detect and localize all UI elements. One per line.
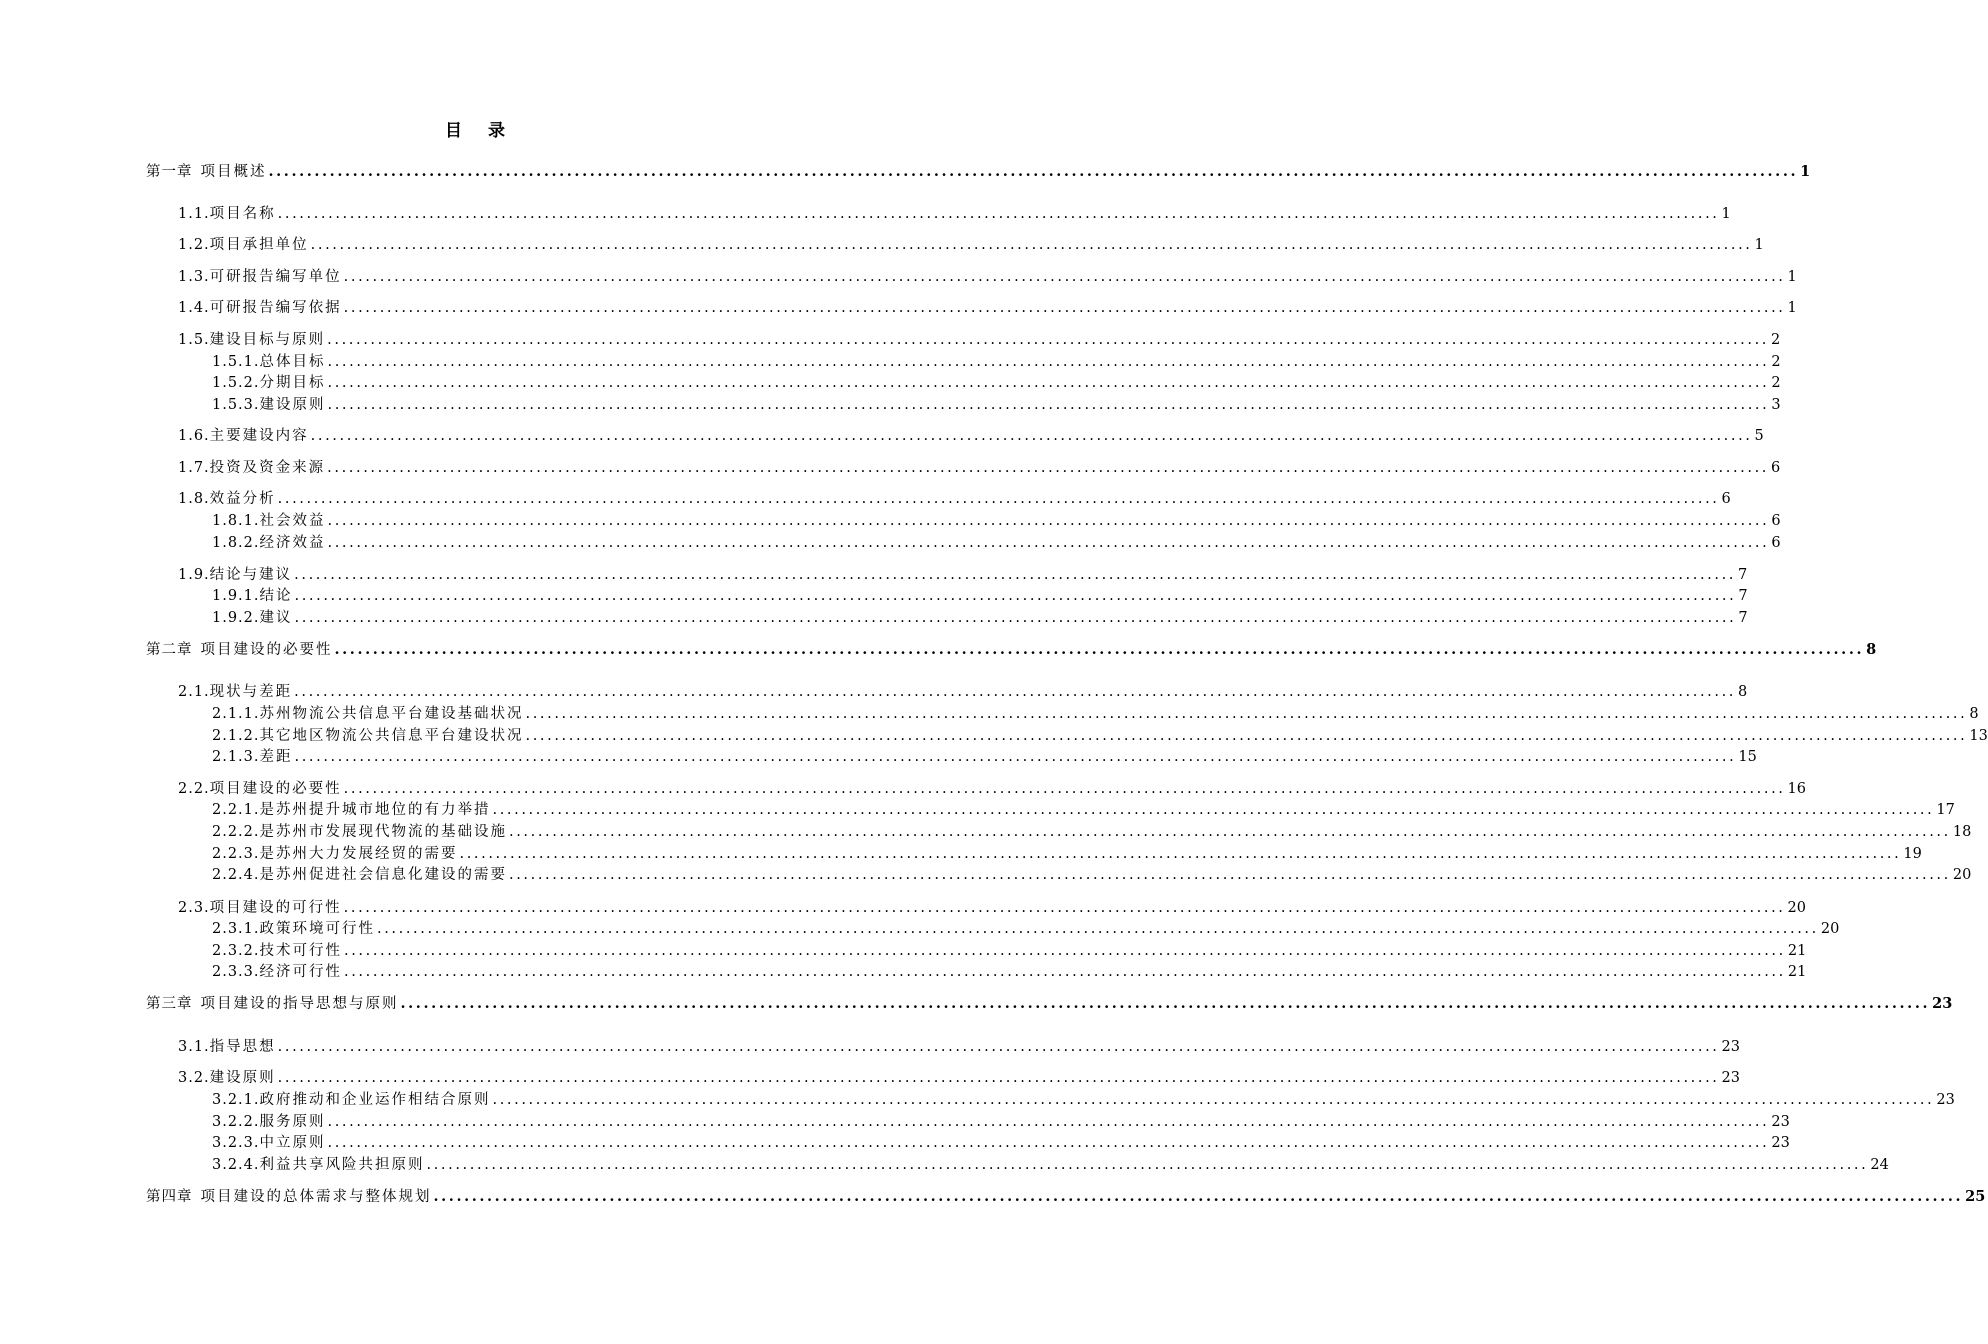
toc-dot-leader: ........................................................................................................................................................................................................ [509, 824, 1951, 840]
toc-entry-label: 项目名称 [209, 206, 276, 222]
toc-dot-leader: ........................................................................................................................................................................................................ [327, 1135, 1770, 1151]
toc-dot-leader: ........................................................................................................................................................................................................ [344, 964, 1786, 980]
toc-entry-page: 23 [1721, 1070, 1740, 1086]
toc-entry[interactable] [212, 1131, 1790, 1153]
toc-entry[interactable] [178, 233, 1764, 255]
toc-entry-number: 1.2. [178, 237, 210, 253]
toc-dot-leader: ........................................................................................................................................................................................................ [492, 1092, 1935, 1108]
toc-entry-number: 3.2.1. [212, 1092, 260, 1108]
toc-entry-number: 1.5. [178, 332, 210, 348]
toc-entry-page: 15 [1738, 749, 1757, 765]
toc-dot-leader: ........................................................................................................................................................................................................ [277, 491, 1720, 507]
toc-dot-leader: ........................................................................................................................................................................................................ [343, 300, 1786, 316]
toc-dot-leader: ........................................................................................................................................................................................................ [492, 802, 1935, 818]
toc-entry[interactable] [212, 531, 1781, 553]
toc-dot-leader: ........................................................................................................................................................................................................ [277, 1070, 1720, 1086]
toc-entry[interactable] [212, 745, 1757, 767]
toc-dot-leader: ........................................................................................................................................................................................................ [327, 332, 1769, 348]
toc-entry-number: 3.2. [178, 1070, 210, 1086]
toc-dot-leader: ........................................................................................................................................................................................................ [334, 641, 1865, 658]
toc-entry-label: 项目建设的总体需求与整体规划 [200, 1189, 432, 1205]
toc-entry-page: 24 [1870, 1157, 1889, 1173]
toc-entry-number: 2.1.1. [212, 706, 260, 722]
toc-entry-label: 中立原则 [259, 1135, 326, 1151]
toc-chapter-entry[interactable] [146, 992, 1953, 1014]
toc-entry-page: 23 [1721, 1039, 1740, 1055]
toc-dot-leader: ........................................................................................................................................................................................................ [294, 567, 1736, 583]
toc-dot-leader: ........................................................................................................................................................................................................ [327, 460, 1769, 476]
toc-entry-label: 投资及资金来源 [209, 460, 326, 476]
toc-entry-number: 1.9.2. [212, 610, 260, 626]
toc-entry-label: 总体目标 [259, 354, 326, 370]
toc-dot-leader: ........................................................................................................................................................................................................ [509, 867, 1951, 883]
toc-entry-label: 项目概述 [200, 164, 267, 180]
toc-entry-label: 项目建设的必要性 [200, 642, 333, 658]
toc-entry-label: 可研报告编写依据 [209, 300, 342, 316]
toc-entry-number: 1.3. [178, 269, 210, 285]
toc-entry-label: 是苏州市发展现代物流的基础设施 [259, 824, 508, 840]
toc-entry-label: 社会效益 [259, 513, 326, 529]
toc-entry-number: 第三章 [146, 996, 193, 1012]
toc-dot-leader: ........................................................................................................................................................................................................ [294, 749, 1737, 765]
toc-entry-number: 1.9.1. [212, 588, 260, 604]
toc-entry-label: 政策环境可行性 [259, 921, 376, 937]
toc-entry-page: 23 [1932, 995, 1953, 1012]
toc-entry-page: 6 [1771, 460, 1781, 476]
toc-chapter-entry[interactable] [146, 638, 1877, 660]
toc-entry[interactable] [178, 328, 1781, 350]
toc-entry-page: 23 [1936, 1092, 1955, 1108]
toc-entry-page: 8 [1866, 641, 1877, 658]
toc-entry-number: 2.1. [178, 684, 210, 700]
toc-entry-page: 16 [1787, 781, 1806, 797]
toc-entry-page: 25 [1965, 1188, 1986, 1205]
toc-entry-number: 1.5.3. [212, 397, 260, 413]
toc-dot-leader: ........................................................................................................................................................................................................ [327, 513, 1770, 529]
toc-title-part1: 目 [445, 121, 462, 141]
toc-entry-number: 1.5.1. [212, 354, 260, 370]
toc-entry[interactable] [212, 939, 1807, 961]
toc-entry[interactable] [178, 563, 1748, 585]
toc-entry-page: 18 [1952, 824, 1972, 840]
toc-dot-leader: ........................................................................................................................................................................................................ [343, 900, 1786, 916]
toc-entry-page: 7 [1738, 588, 1748, 604]
toc-dot-leader: ........................................................................................................................................................................................................ [459, 846, 1902, 862]
toc-entry-page: 8 [1969, 706, 1979, 722]
toc-entry[interactable] [212, 1110, 1790, 1132]
toc-entry-label: 经济可行性 [259, 964, 343, 980]
toc-entry-number: 2.1.2. [212, 728, 260, 744]
toc-entry-label: 是苏州提升城市地位的有力举措 [259, 802, 491, 818]
toc-entry-number: 1.8.2. [212, 535, 260, 551]
toc-entry-label: 苏州物流公共信息平台建设基础状况 [259, 706, 524, 722]
toc-dot-leader: ........................................................................................................................................................................................................ [277, 206, 1720, 222]
toc-entry-number: 1.9. [178, 567, 210, 583]
toc-entry[interactable] [212, 393, 1781, 415]
toc-dot-leader: ........................................................................................................................................................................................................ [343, 781, 1786, 797]
toc-entry-label: 是苏州促进社会信息化建设的需要 [259, 867, 508, 883]
toc-entry-label: 项目建设的可行性 [209, 900, 342, 916]
toc-entry-number: 2.3. [178, 900, 210, 916]
toc-entry[interactable] [178, 777, 1806, 799]
toc-entry[interactable] [212, 917, 1840, 939]
toc-entry-number: 第二章 [146, 642, 193, 658]
toc-entry-label: 现状与差距 [209, 684, 293, 700]
toc-entry-label: 项目承担单位 [209, 237, 309, 253]
toc-entry-number: 2.3.2. [212, 943, 260, 959]
toc-entry-label: 结论与建议 [209, 567, 293, 583]
toc-entry-number: 1.5.2. [212, 375, 260, 391]
toc-entry-label: 技术可行性 [259, 943, 343, 959]
toc-dot-leader: ........................................................................................................................................................................................................ [377, 921, 1819, 937]
toc-entry-page: 21 [1787, 964, 1807, 980]
toc-entry[interactable] [212, 702, 1979, 724]
toc-chapter-entry[interactable] [146, 1185, 1986, 1207]
toc-entry-label: 项目建设的必要性 [209, 781, 342, 797]
toc-entry-label: 其它地区物流公共信息平台建设状况 [259, 728, 524, 744]
toc-entry-number: 1.1. [178, 206, 210, 222]
toc-entry[interactable] [212, 842, 1922, 864]
toc-entry-page: 17 [1936, 802, 1955, 818]
toc-entry-label: 项目建设的指导思想与原则 [200, 996, 399, 1012]
toc-dot-leader: ........................................................................................................................................................................................................ [294, 588, 1737, 604]
toc-entry-page: 2 [1771, 375, 1781, 391]
toc-entry-page: 1 [1800, 163, 1811, 180]
toc-entry-label: 指导思想 [209, 1039, 276, 1055]
toc-dot-leader: ........................................................................................................................................................................................................ [426, 1157, 1869, 1173]
toc-entry-label: 主要建设内容 [209, 428, 309, 444]
toc-entry-label: 是苏州大力发展经贸的需要 [259, 846, 458, 862]
toc-entry[interactable] [212, 863, 1972, 885]
toc-entry[interactable] [178, 1035, 1740, 1057]
toc-entry-number: 2.2.4. [212, 867, 260, 883]
toc-dot-leader: ........................................................................................................................................................................................................ [327, 397, 1770, 413]
toc-entry-number: 3.1. [178, 1039, 210, 1055]
toc-entry-page: 23 [1771, 1114, 1790, 1130]
toc-entry[interactable] [212, 606, 1748, 628]
toc-entry-page: 13 [1969, 728, 1988, 744]
toc-dot-leader: ........................................................................................................................................................................................................ [525, 706, 1968, 722]
toc-dot-leader: ........................................................................................................................................................................................................ [433, 1188, 1964, 1205]
toc-dot-leader: ........................................................................................................................................................................................................ [343, 269, 1786, 285]
toc-entry-number: 2.1.3. [212, 749, 260, 765]
toc-entry-label: 经济效益 [259, 535, 326, 551]
toc-entry-number: 3.2.4. [212, 1157, 260, 1173]
toc-entry-label: 建设原则 [259, 397, 326, 413]
toc-dot-leader: ........................................................................................................................................................................................................ [310, 237, 1753, 253]
toc-entry[interactable] [212, 960, 1807, 982]
toc-dot-leader: ........................................................................................................................................................................................................ [400, 995, 1931, 1012]
toc-entry-page: 7 [1738, 567, 1748, 583]
toc-entry-page: 7 [1738, 610, 1748, 626]
toc-entry-number: 第四章 [146, 1189, 193, 1205]
toc-entry-number: 1.6. [178, 428, 210, 444]
toc-entry-page: 20 [1787, 900, 1806, 916]
toc-dot-leader: ........................................................................................................................................................................................................ [268, 163, 1799, 180]
toc-entry[interactable] [178, 296, 1797, 318]
toc-entry-label: 可研报告编写单位 [209, 269, 342, 285]
toc-entry-number: 2.2.2. [212, 824, 260, 840]
toc-entry-page: 5 [1754, 428, 1764, 444]
toc-title-part2: 录 [488, 121, 505, 141]
toc-entry[interactable] [212, 584, 1748, 606]
toc-entry-number: 3.2.2. [212, 1114, 260, 1130]
toc-dot-leader: ........................................................................................................................................................................................................ [294, 684, 1736, 700]
toc-entry[interactable] [178, 424, 1764, 446]
toc-entry[interactable] [212, 371, 1781, 393]
toc-entry-page: 2 [1771, 332, 1781, 348]
toc-entry-number: 1.8. [178, 491, 210, 507]
toc-entry-page: 20 [1820, 921, 1840, 937]
toc-entry-number: 1.8.1. [212, 513, 260, 529]
toc-entry-page: 6 [1721, 491, 1731, 507]
toc-entry-number: 2.2.1. [212, 802, 260, 818]
toc-entry-page: 3 [1771, 397, 1781, 413]
toc-entry-number: 1.7. [178, 460, 210, 476]
toc-dot-leader: ........................................................................................................................................................................................................ [327, 1114, 1770, 1130]
toc-entry[interactable] [178, 487, 1731, 509]
toc-dot-leader: ........................................................................................................................................................................................................ [327, 375, 1770, 391]
toc-entry-label: 建议 [259, 610, 293, 626]
toc-entry-number: 第一章 [146, 164, 193, 180]
toc-entry-page: 2 [1771, 354, 1781, 370]
toc-entry-label: 建设目标与原则 [209, 332, 326, 348]
toc-entry-label: 结论 [259, 588, 293, 604]
toc-entry[interactable] [212, 798, 1955, 820]
toc-entry-label: 建设原则 [209, 1070, 276, 1086]
toc-entry-label: 差距 [259, 749, 293, 765]
toc-dot-leader: ........................................................................................................................................................................................................ [310, 428, 1753, 444]
toc-entry-page: 6 [1771, 513, 1781, 529]
toc-entry[interactable] [212, 1088, 1955, 1110]
toc-entry[interactable] [212, 1153, 1889, 1175]
toc-entry-number: 2.3.1. [212, 921, 260, 937]
toc-entry-page: 1 [1787, 300, 1797, 316]
toc-dot-leader: ........................................................................................................................................................................................................ [294, 610, 1737, 626]
toc-entry-number: 1.4. [178, 300, 210, 316]
toc-entry[interactable] [212, 350, 1781, 372]
toc-dot-leader: ........................................................................................................................................................................................................ [277, 1039, 1720, 1055]
toc-entry-number: 2.2.3. [212, 846, 260, 862]
toc-entry[interactable] [178, 456, 1781, 478]
toc-entry-label: 利益共享风险共担原则 [259, 1157, 425, 1173]
toc-entry-page: 23 [1771, 1135, 1790, 1151]
toc-entry[interactable] [212, 509, 1781, 531]
toc-entry[interactable] [178, 202, 1731, 224]
toc-entry-page: 19 [1903, 846, 1922, 862]
toc-entry[interactable] [178, 265, 1797, 287]
toc-entry-number: 2.3.3. [212, 964, 260, 980]
toc-entry-number: 2.2. [178, 781, 210, 797]
toc-entry-number: 3.2.3. [212, 1135, 260, 1151]
toc-entry-page: 1 [1721, 206, 1731, 222]
toc-entry[interactable] [212, 820, 1972, 842]
toc-dot-leader: ........................................................................................................................................................................................................ [525, 728, 1968, 744]
toc-entry[interactable] [212, 724, 1988, 746]
toc-entry-page: 6 [1771, 535, 1781, 551]
toc-entry-label: 政府推动和企业运作相结合原则 [259, 1092, 491, 1108]
toc-entry-page: 21 [1787, 943, 1807, 959]
toc-dot-leader: ........................................................................................................................................................................................................ [327, 354, 1770, 370]
toc-entry-page: 1 [1787, 269, 1797, 285]
toc-entry-page: 8 [1738, 684, 1748, 700]
toc-entry-page: 1 [1754, 237, 1764, 253]
toc-dot-leader: ........................................................................................................................................................................................................ [344, 943, 1786, 959]
toc-entry-label: 服务原则 [259, 1114, 326, 1130]
toc-entry-page: 20 [1952, 867, 1972, 883]
toc-chapter-entry[interactable] [146, 160, 1811, 182]
toc-entry-label: 分期目标 [259, 375, 326, 391]
toc-entry-label: 效益分析 [209, 491, 276, 507]
toc-entry[interactable] [178, 680, 1748, 702]
toc-entry[interactable] [178, 1066, 1740, 1088]
toc-entry[interactable] [178, 896, 1806, 918]
toc-dot-leader: ........................................................................................................................................................................................................ [327, 535, 1770, 551]
